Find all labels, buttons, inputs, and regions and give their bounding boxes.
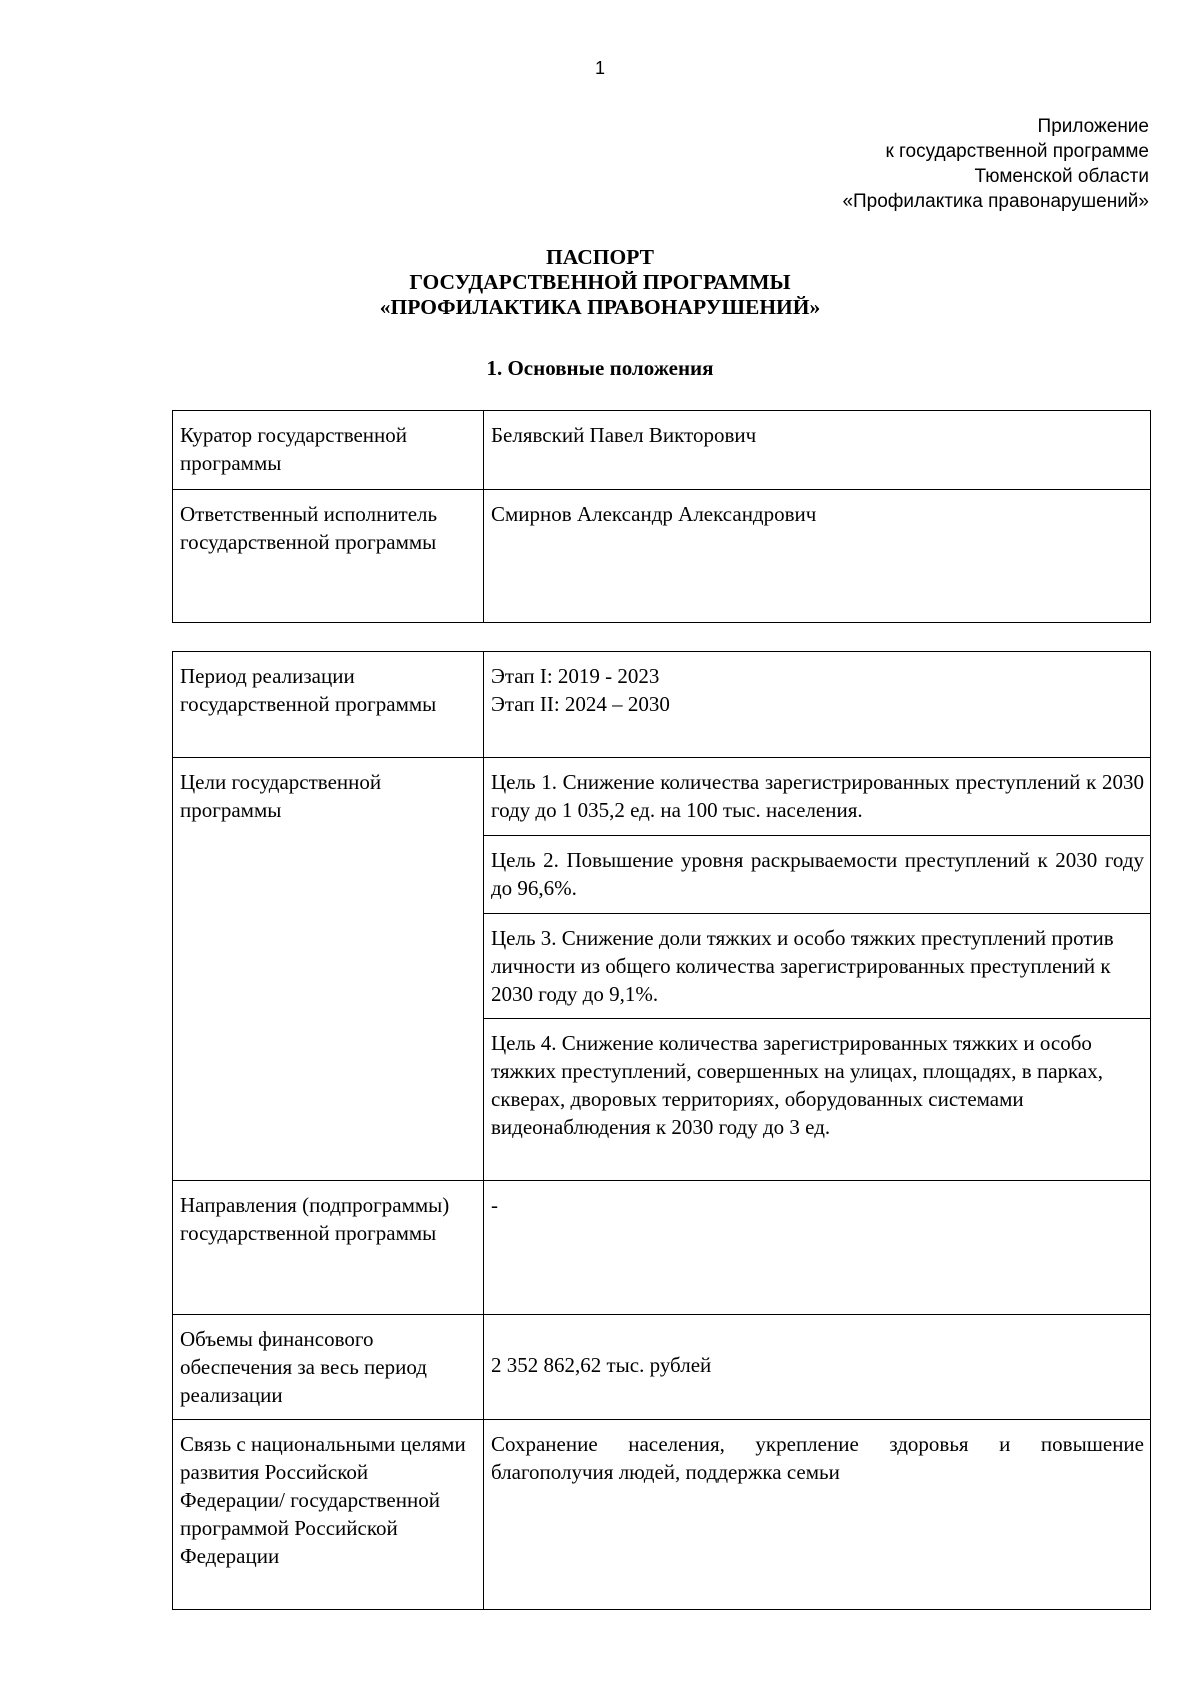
table-row	[173, 652, 1151, 758]
table-row	[173, 411, 1151, 490]
stage-1: Этап I: 2019 - 2023	[491, 664, 660, 688]
national-goals-label: Связь с национальными целями развития Российской Федерации/ государственной программой Российской Федерации	[173, 1420, 484, 1610]
title-line: ГОСУДАРСТВЕННОЙ ПРОГРАММЫ	[409, 270, 791, 294]
table-row	[173, 1181, 1151, 1315]
goal-1: Цель 1. Снижение количества зарегистрированных преступлений к 2030 году до 1 035,2 ед. на 100 тыс. населения.	[484, 758, 1151, 836]
goal-3: Цель 3. Снижение доли тяжких и особо тяжких преступлений против личности из общего количества зарегистрированных преступлений к 2030 году до 9,1%.	[484, 914, 1151, 1019]
appendix-line: к государственной программе	[885, 141, 1149, 162]
period-value	[484, 652, 1151, 758]
page-number: 1	[594, 58, 605, 78]
table-row	[173, 1315, 1151, 1420]
financing-cell	[484, 1315, 1151, 1420]
table-row	[173, 758, 1151, 836]
appendix-line: «Профилактика правонарушений»	[842, 191, 1149, 212]
title-line: ПАСПОРТ	[546, 245, 654, 269]
executor-value: Смирнов Александр Александрович	[484, 490, 1151, 623]
period-label: Период реализации государственной программы	[173, 652, 484, 758]
appendix-block	[842, 114, 1149, 214]
document-title	[0, 245, 1200, 320]
title-line: «ПРОФИЛАКТИКА ПРАВОНАРУШЕНИЙ»	[379, 295, 821, 319]
financing-value: 2 352 862,62 тыс. рублей	[491, 1353, 712, 1377]
table-row	[173, 1420, 1151, 1610]
curator-value: Белявский Павел Викторович	[484, 411, 1151, 490]
stage-2: Этап II: 2024 – 2030	[491, 692, 670, 716]
goal-2: Цель 2. Повышение уровня раскрываемости преступлений к 2030 году до 96,6%.	[484, 836, 1151, 914]
responsibility-table	[172, 410, 1151, 623]
financing-label: Объемы финансового обеспечения за весь период реализации	[173, 1315, 484, 1420]
goal-4: Цель 4. Снижение количества зарегистрированных тяжких и особо тяжких преступлений, совершенных на улицах, площадях, в парках, скверах, дворовых территориях, оборудованных системами видеонаблюдения к 2030 году до 3 ед.	[484, 1019, 1151, 1181]
goals-label: Цели государственной программы	[173, 758, 484, 1181]
directions-label: Направления (подпрограммы) государственной программы	[173, 1181, 484, 1315]
national-goals-value: Сохранение населения, укрепление здоровья и повышение благополучия людей, поддержка семьи	[484, 1420, 1151, 1610]
curator-label: Куратор государственной программы	[173, 411, 484, 490]
section-title: 1. Основные положения	[486, 356, 714, 380]
table-row	[173, 490, 1151, 623]
appendix-line: Приложение	[1037, 116, 1149, 137]
appendix-line: Тюменской области	[974, 166, 1149, 187]
directions-value: -	[484, 1181, 1151, 1315]
program-parameters-table	[172, 651, 1151, 1610]
executor-label: Ответственный исполнитель государственной программы	[173, 490, 484, 623]
